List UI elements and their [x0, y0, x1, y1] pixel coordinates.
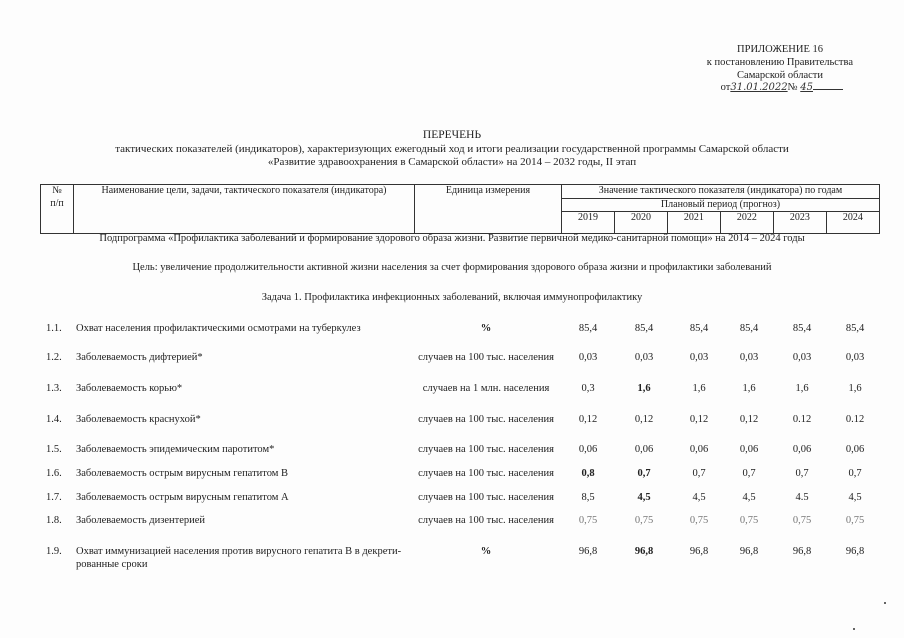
- header-year: 2021: [667, 212, 720, 234]
- handwritten-number: 45: [800, 82, 813, 94]
- row-value-2023: 0,7: [795, 468, 809, 479]
- header-unit: Единица измерения: [415, 185, 562, 234]
- row-value-2024: 0.12: [845, 414, 865, 425]
- row-number: 1.8.: [46, 515, 62, 526]
- header-year: 2022: [720, 212, 773, 234]
- scan-speck: [853, 628, 855, 630]
- row-unit: случаев на 100 тыс. населения: [418, 492, 554, 503]
- row-value-2019: 0,12: [578, 414, 598, 425]
- row-value-2022: 0,03: [739, 352, 759, 363]
- row-value-2022: 1,6: [742, 383, 756, 394]
- row-value-2021: 96,8: [689, 546, 709, 557]
- task-heading: Задача 1. Профилактика инфекционных заболеваний, включая иммунопрофилактику: [261, 292, 643, 303]
- row-number: 1.4.: [46, 414, 62, 425]
- row-number: 1.1.: [46, 323, 62, 334]
- appendix-header: [707, 44, 853, 95]
- row-value-2023: 0,06: [792, 444, 812, 455]
- row-value-2023: 4.5: [795, 492, 809, 503]
- header-name: Наименование цели, задачи, тактического показателя (индикатора): [74, 185, 415, 234]
- row-unit: случаев на 100 тыс. населения: [418, 444, 554, 455]
- row-unit: %: [480, 546, 492, 557]
- row-value-2021: 0,06: [689, 444, 709, 455]
- row-value-2019: 0,8: [581, 468, 595, 479]
- row-value-2024: 4,5: [848, 492, 862, 503]
- row-value-2021: 0,12: [689, 414, 709, 425]
- row-number: 1.7.: [46, 492, 62, 503]
- row-name: Заболеваемость эпидемическим паротитом*: [76, 444, 275, 455]
- row-number: 1.6.: [46, 468, 62, 479]
- subprogram-heading: Подпрограмма «Профилактика заболеваний и формирование здорового образа жизни. Развитие первичной медико-санитарной помощи» на 2014 – 2024 годы: [99, 233, 805, 244]
- row-value-2024: 0,06: [845, 444, 865, 455]
- row-value-2020: 0,12: [634, 414, 654, 425]
- row-value-2021: 4,5: [692, 492, 706, 503]
- row-value-2019: 0,06: [578, 444, 598, 455]
- row-value-2019: 0,3: [581, 383, 595, 394]
- title-heading: ПЕРЕЧЕНЬ: [422, 129, 482, 141]
- row-value-2023: 0,03: [792, 352, 812, 363]
- row-number: 1.9.: [46, 546, 62, 557]
- row-value-2024: 1,6: [848, 383, 862, 394]
- row-value-2022: 0,12: [739, 414, 759, 425]
- row-value-2020: 85,4: [634, 323, 654, 334]
- row-value-2020: 4,5: [637, 492, 651, 503]
- date-line: [707, 82, 853, 95]
- row-value-2022: 0,75: [739, 515, 759, 526]
- row-value-2024: 0,75: [845, 515, 865, 526]
- number-underline: [813, 89, 843, 90]
- row-value-2021: 0,03: [689, 352, 709, 363]
- row-value-2020: 1,6: [637, 383, 651, 394]
- row-unit: случаев на 100 тыс. населения: [418, 468, 554, 479]
- date-prefix: от: [720, 82, 731, 94]
- row-unit: случаев на 100 тыс. населения: [418, 352, 554, 363]
- row-value-2021: 1,6: [692, 383, 706, 394]
- header-period: Плановый период (прогноз): [562, 198, 880, 212]
- row-name: Заболеваемость корью*: [76, 383, 183, 394]
- row-value-2019: 8,5: [581, 492, 595, 503]
- row-value-2020: 96,8: [634, 546, 654, 557]
- row-value-2024: 0,7: [848, 468, 862, 479]
- scan-speck: [884, 602, 886, 604]
- header-year: 2020: [614, 212, 667, 234]
- row-value-2022: 96,8: [739, 546, 759, 557]
- row-value-2023: 0.12: [792, 414, 812, 425]
- row-value-2022: 0,06: [739, 444, 759, 455]
- goal-heading: Цель: увеличение продолжительности активной жизни населения за счет формирования здорового образа жизни и профилактики заболеваний: [132, 262, 772, 273]
- table-header: [40, 184, 880, 234]
- row-name: Заболеваемость острым вирусным гепатитом В: [76, 468, 289, 479]
- row-number: 1.3.: [46, 383, 62, 394]
- row-value-2022: 0,7: [742, 468, 756, 479]
- row-unit: случаев на 100 тыс. населения: [418, 515, 554, 526]
- row-value-2024: 96,8: [845, 546, 865, 557]
- document-title: [0, 129, 904, 170]
- row-value-2019: 96,8: [578, 546, 598, 557]
- row-name: Охват иммунизацией населения против вирусного гепатита В в декрети-рованные сроки: [76, 546, 402, 570]
- number-label: №: [787, 82, 798, 94]
- row-value-2024: 0,03: [845, 352, 865, 363]
- row-value-2020: 0,03: [634, 352, 654, 363]
- row-name: Заболеваемость острым вирусным гепатитом А: [76, 492, 289, 503]
- row-value-2023: 0,75: [792, 515, 812, 526]
- row-name: Заболеваемость дизентерией: [76, 515, 206, 526]
- row-unit: случаев на 100 тыс. населения: [418, 414, 554, 425]
- row-value-2019: 0,03: [578, 352, 598, 363]
- title-program: «Развитие здравоохранения в Самарской области» на 2014 – 2032 годы, II этап: [267, 156, 637, 168]
- row-value-2020: 0,06: [634, 444, 654, 455]
- row-name: Заболеваемость дифтерией*: [76, 352, 203, 363]
- region-line: Самарской области: [737, 69, 823, 81]
- row-value-2021: 0,75: [689, 515, 709, 526]
- handwritten-date: 31.01.2022: [730, 82, 788, 94]
- row-unit: %: [480, 323, 492, 334]
- row-value-2020: 0,75: [634, 515, 654, 526]
- row-value-2021: 0,7: [692, 468, 706, 479]
- row-value-2020: 0,7: [637, 468, 651, 479]
- header-num: № п/п: [41, 185, 74, 234]
- header-year: 2024: [826, 212, 879, 234]
- row-value-2023: 1,6: [795, 383, 809, 394]
- header-year: 2019: [562, 212, 615, 234]
- row-value-2022: 85,4: [739, 323, 759, 334]
- row-name: Заболеваемость краснухой*: [76, 414, 201, 425]
- header-values: Значение тактического показателя (индикатора) по годам: [562, 185, 880, 199]
- row-name: Охват населения профилактическими осмотрами на туберкулез: [76, 323, 361, 334]
- row-value-2019: 85,4: [578, 323, 598, 334]
- title-subline: тактических показателей (индикаторов), характеризующих ежегодный ход и итоги реализации государственной программы Самарской области: [115, 142, 789, 155]
- row-value-2019: 0,75: [578, 515, 598, 526]
- row-value-2023: 85,4: [792, 323, 812, 334]
- row-unit: случаев на 1 млн. населения: [422, 383, 550, 394]
- row-value-2023: 96,8: [792, 546, 812, 557]
- row-number: 1.5.: [46, 444, 62, 455]
- row-number: 1.2.: [46, 352, 62, 363]
- row-value-2024: 85,4: [845, 323, 865, 334]
- appendix-label: ПРИЛОЖЕНИЕ 16: [737, 44, 823, 55]
- header-year: 2023: [773, 212, 826, 234]
- decree-line: к постановлению Правительства: [706, 56, 853, 68]
- row-value-2021: 85,4: [689, 323, 709, 334]
- row-value-2022: 4,5: [742, 492, 756, 503]
